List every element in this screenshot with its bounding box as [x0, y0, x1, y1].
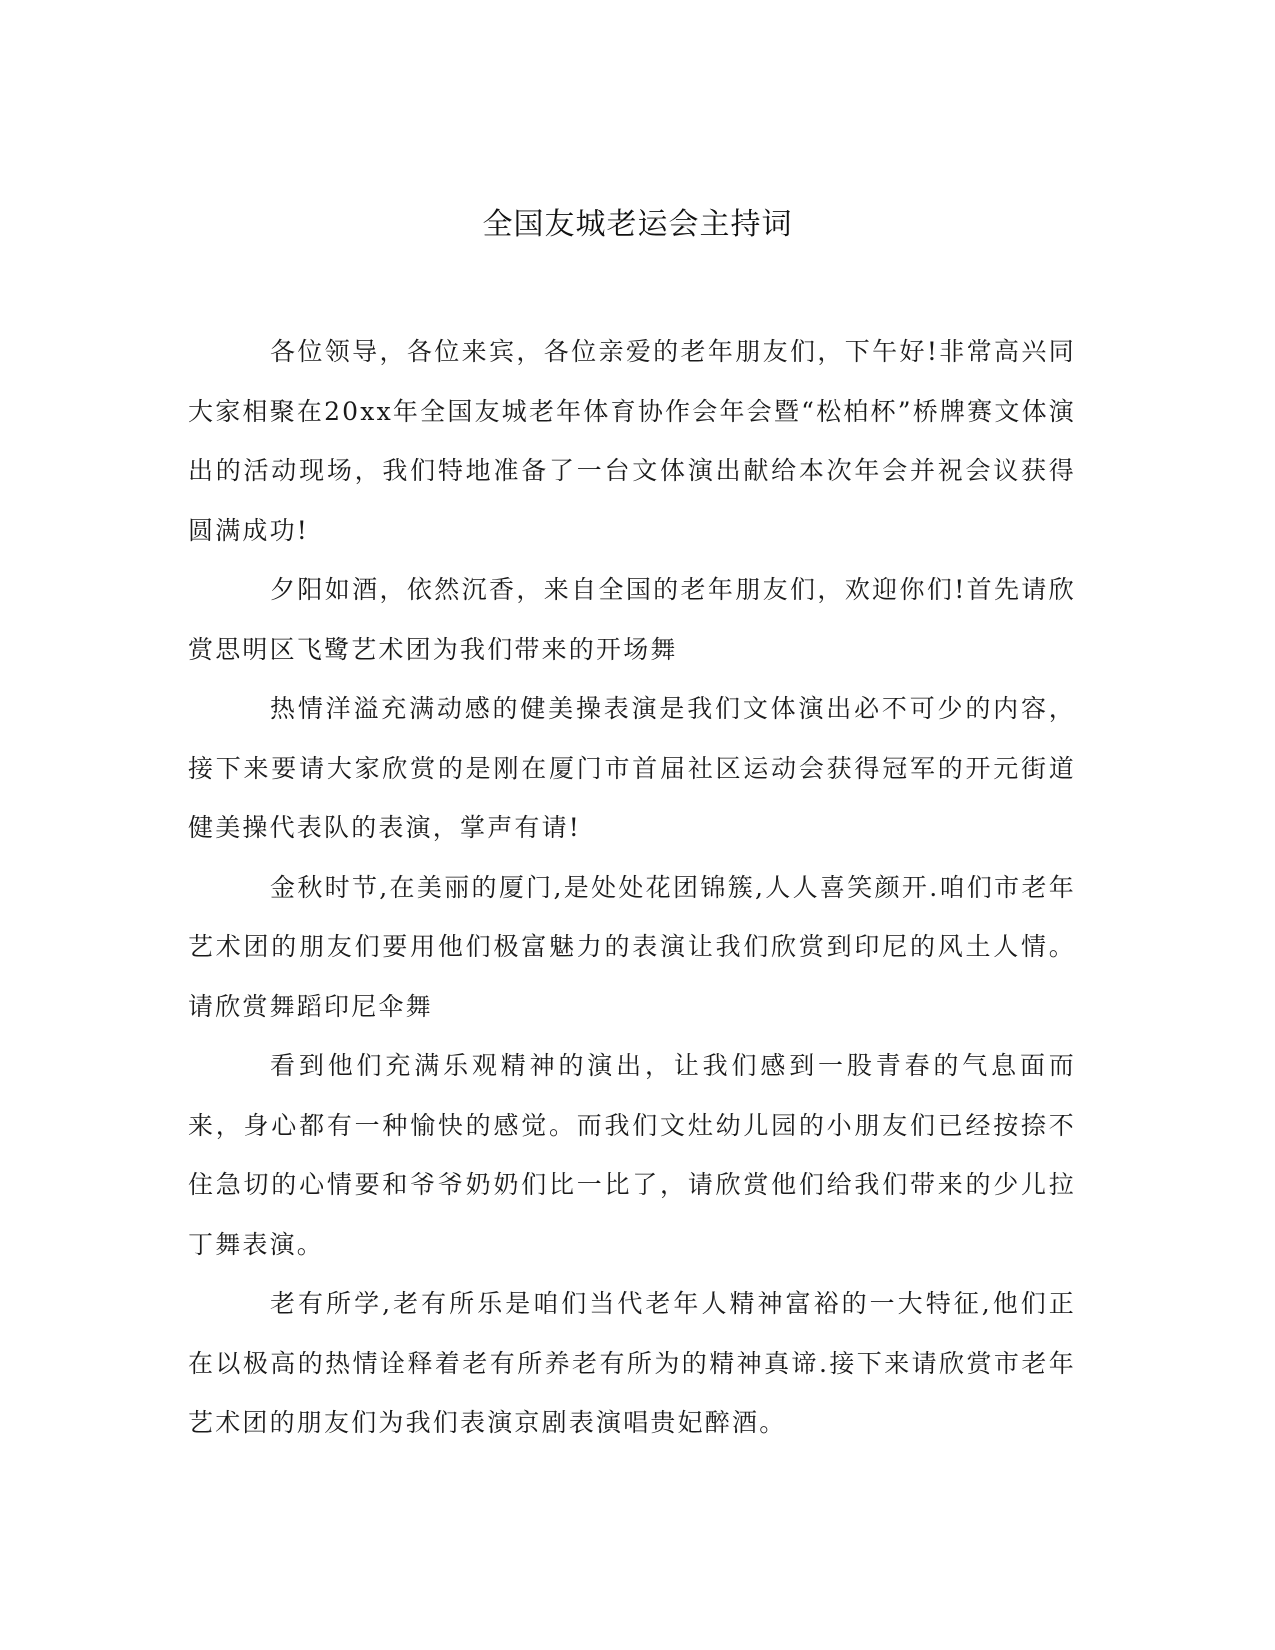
- paragraph: 看到他们充满乐观精神的演出，让我们感到一股青春的气息面而来，身心都有一种愉快的感觉。而我们文灶幼儿园的小朋友们已经按捺不住急切的心情要和爷爷奶奶们比一比了，请欣赏他们给我们带来的少儿拉丁舞表演。: [188, 1051, 1076, 1259]
- paragraph: 各位领导，各位来宾，各位亲爱的老年朋友们，下午好!非常高兴同大家相聚在20xx年全国友城老年体育协作会年会暨“松柏杯”桥牌赛文体演出的活动现场，我们特地准备了一台文体演出献给本次年会并祝会议获得圆满成功!: [188, 337, 1076, 545]
- document-title: 全国友城老运会主持词: [482, 207, 793, 242]
- paragraph: 金秋时节,在美丽的厦门,是处处花团锦簇,人人喜笑颜开.咱们市老年艺术团的朋友们要用他们极富魅力的表演让我们欣赏到印尼的风土人情。请欣赏舞蹈印尼伞舞: [188, 872, 1076, 1021]
- document-body: [188, 322, 1076, 1453]
- paragraph: 热情洋溢充满动感的健美操表演是我们文体演出必不可少的内容，接下来要请大家欣赏的是刚在厦门市首届社区运动会获得冠军的开元街道健美操代表队的表演，掌声有请!: [188, 694, 1076, 842]
- paragraph: 夕阳如酒，依然沉香，来自全国的老年朋友们，欢迎你们!首先请欣赏思明区飞鹭艺术团为我们带来的开场舞: [188, 575, 1076, 664]
- paragraph: 老有所学,老有所乐是咱们当代老年人精神富裕的一大特征,他们正在以极高的热情诠释着老有所养老有所为的精神真谛.接下来请欣赏市老年艺术团的朋友们为我们表演京剧表演唱贵妃醉酒。: [188, 1289, 1076, 1437]
